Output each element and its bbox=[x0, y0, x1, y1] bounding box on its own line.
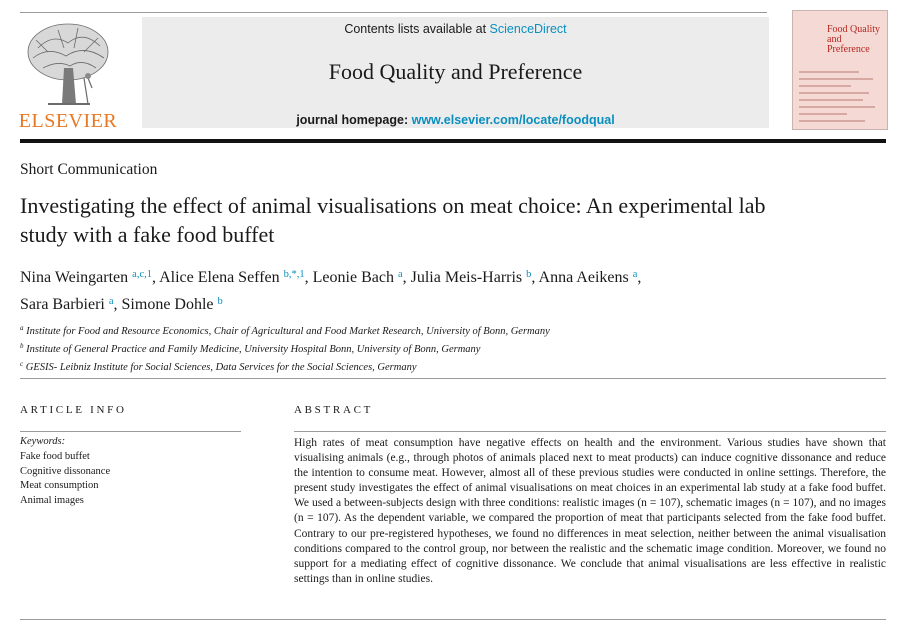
keywords-label: Keywords: bbox=[20, 436, 66, 447]
author-name[interactable]: Nina Weingarten bbox=[20, 269, 129, 286]
author-affiliation-marks[interactable]: b bbox=[217, 296, 223, 307]
author-name[interactable]: Simone Dohle bbox=[121, 296, 214, 313]
sciencedirect-link[interactable]: ScienceDirect bbox=[489, 22, 567, 36]
keyword-item: Meat consumption bbox=[20, 480, 99, 492]
affiliation-text: Institute for Food and Resource Economics, Chair of Agricultural and Food Market Research, University of Bonn, Germany bbox=[26, 326, 550, 337]
article-type: Short Communication bbox=[20, 161, 158, 178]
abstract-divider bbox=[294, 431, 886, 432]
homepage-link[interactable]: www.elsevier.com/locate/foodqual bbox=[411, 113, 615, 127]
cover-decoration bbox=[799, 71, 875, 127]
author-affiliation-marks[interactable]: a bbox=[632, 269, 638, 280]
author-separator: , bbox=[402, 269, 411, 286]
contents-line bbox=[142, 22, 769, 36]
keyword-item: Fake food buffet bbox=[20, 451, 90, 462]
author-separator: , bbox=[151, 269, 160, 286]
journal-banner bbox=[142, 17, 769, 128]
affiliation-mark: a bbox=[20, 324, 24, 332]
abstract-text: High rates of meat consumption have negative effects on health and the environment. Various studies have shown that visualising animals (e.g., through photos of animals placed next to meat products) can induce cognitive dissonance and reduce the intention to consume meat. However, almost all of these previous studies were conducted in online settings. Therefore, the present study investigates the effect of animal visualisations on meat choices in an experimental lab study at a fake food buffet. We used a between-subjects design with three conditions: realistic images (n = 107), schematic images (n = 107), and no images (n = 107). As the dependent variable, we compared the proportion of meat that participants selected from the fake food buffet. Contrary to our pre-registered hypotheses, we found no differences in meat selection, neither between the animal visualisation conditions compared to the control group, nor between the realistic and the schematic image condition. Moreover, we found no support for a mediating effect of cognitive dissonance. We conclude that animal visualisations are less effective in realistic settings than in online studies. bbox=[294, 437, 886, 585]
author-affiliation-marks[interactable]: a bbox=[108, 296, 114, 307]
publisher-name: ELSEVIER bbox=[18, 110, 118, 132]
author-affiliation-marks[interactable]: b,*,1 bbox=[283, 269, 305, 280]
top-divider bbox=[20, 12, 767, 13]
journal-cover[interactable] bbox=[792, 10, 888, 130]
keyword-item: Animal images bbox=[20, 494, 84, 506]
author-separator: , bbox=[637, 269, 642, 286]
author-affiliation-marks[interactable]: b bbox=[526, 269, 532, 280]
cover-title: Food Quality and Preference bbox=[827, 24, 881, 55]
author-list bbox=[20, 263, 840, 317]
author-name[interactable]: Leonie Bach bbox=[312, 269, 394, 286]
abstract-heading: ABSTRACT bbox=[294, 404, 374, 416]
keyword-item: Cognitive dissonance bbox=[20, 465, 111, 477]
affiliation-text: GESIS- Leibniz Institute for Social Sciences, Data Services for the Social Sciences, Germany bbox=[25, 362, 417, 373]
elsevier-logo[interactable] bbox=[18, 18, 118, 130]
author-separator: , bbox=[113, 296, 122, 313]
bottom-divider bbox=[20, 619, 886, 620]
homepage-line bbox=[142, 113, 769, 127]
keyword-list bbox=[20, 450, 110, 508]
affiliation-item bbox=[20, 357, 720, 375]
author-name[interactable]: Sara Barbieri bbox=[20, 296, 105, 313]
author-name[interactable]: Anna Aeikens bbox=[538, 269, 629, 286]
author-separator: , bbox=[531, 269, 539, 286]
homepage-prefix: journal homepage: bbox=[296, 113, 412, 127]
header-divider bbox=[20, 139, 886, 143]
author-affiliation-marks[interactable]: a bbox=[397, 269, 403, 280]
affiliation-item bbox=[20, 321, 720, 339]
tree-icon bbox=[18, 18, 118, 110]
article-info-heading: ARTICLE INFO bbox=[20, 404, 127, 416]
contents-prefix: Contents lists available at bbox=[344, 22, 490, 36]
affiliation-mark: b bbox=[20, 342, 24, 350]
author-name[interactable]: Alice Elena Seffen bbox=[159, 269, 280, 286]
author-affiliation-marks[interactable]: a,c,1 bbox=[132, 269, 152, 280]
article-title: Investigating the effect of animal visualisations on meat choice: An experimental lab study with a fake food buffet bbox=[20, 193, 766, 247]
affiliation-text: Institute of General Practice and Family Medicine, University Hospital Bonn, University of Bonn, Germany bbox=[26, 344, 481, 355]
author-name[interactable]: Julia Meis-Harris bbox=[410, 269, 523, 286]
section-divider bbox=[20, 378, 886, 379]
journal-title: Food Quality and Preference bbox=[328, 59, 583, 84]
article-info-divider bbox=[20, 431, 241, 432]
affiliation-mark: c bbox=[20, 360, 24, 368]
author-separator: , bbox=[304, 269, 313, 286]
affiliation-item bbox=[20, 339, 720, 357]
affiliation-list bbox=[20, 321, 720, 375]
